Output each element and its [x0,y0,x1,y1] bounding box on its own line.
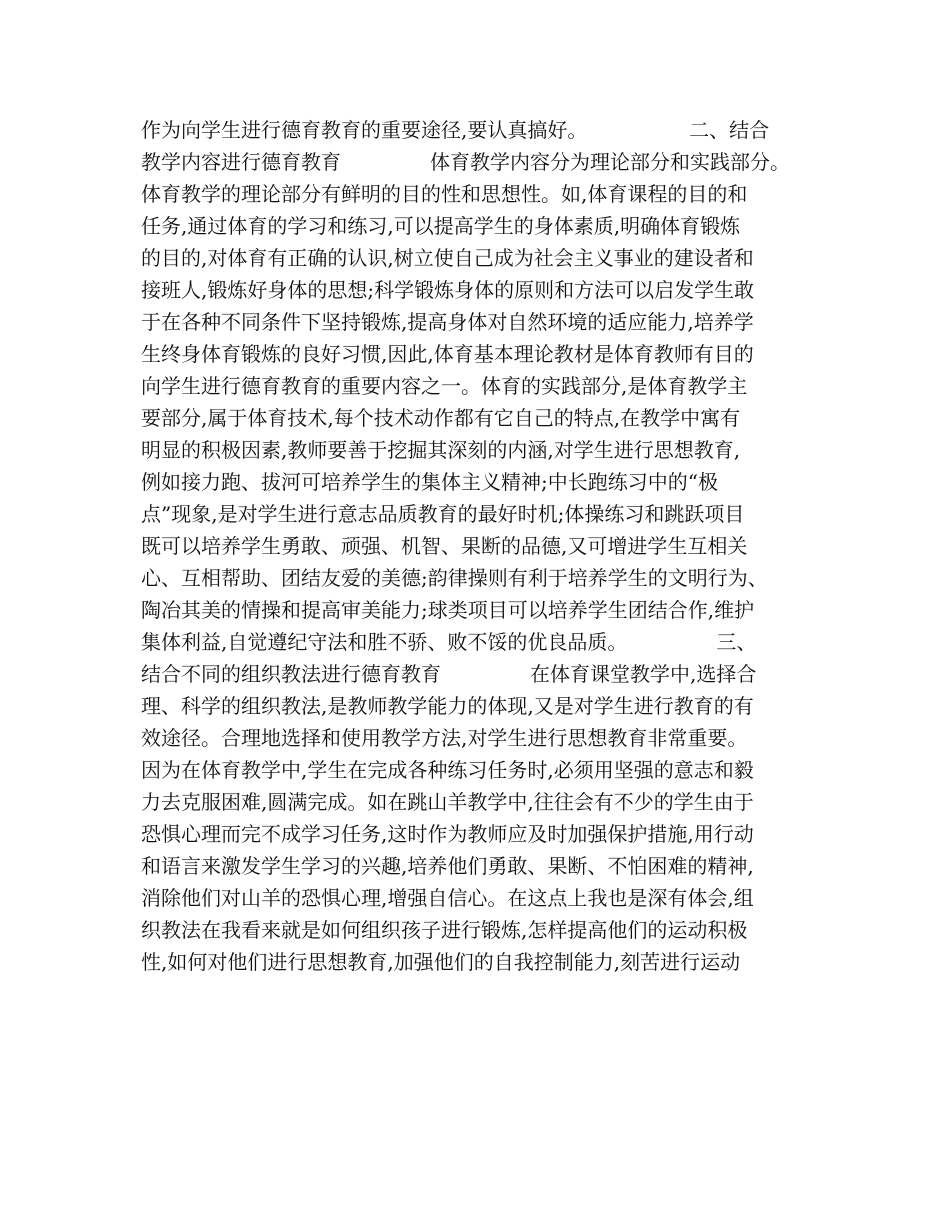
text-line: 心、互相帮助、团结友爱的美德;韵律操则有利于培养学生的文明行为、 [141,566,768,590]
text-line: 明显的积极因素,教师要善于挖掘其深刻的内涵,对学生进行思想教育, [141,438,741,462]
text-line: 消除他们对山羊的恐惧心理,增强自信心。在这点上我也是深有体会,组 [141,886,754,910]
text-line: 既可以培养学生勇敢、顽强、机智、果断的品德,又可增进学生互相关 [141,534,748,558]
text-line: 例如接力跑、拔河可培养学生的集体主义精神;中长跑练习中的“极 [141,470,718,494]
text-line: 织教法在我看来就是如何组织孩子进行锻炼,怎样提高他们的运动积极 [141,918,748,942]
text-line: 的目的,对体育有正确的认识,树立使自己成为社会主义事业的建设者和 [141,246,754,270]
text-line: 效途径。合理地选择和使用教学方法,对学生进行思想教育非常重要。 [141,726,748,750]
text-line: 因为在体育教学中,学生在完成各种练习任务时,必须用坚强的意志和毅 [141,758,754,782]
text-line: 教学内容进行德育教育 体育教学内容分为理论部分和实践部分。 [141,150,791,174]
text-line: 理、科学的组织教法,是教师教学能力的体现,又是对学生进行教育的有 [141,694,754,718]
text-line: 要部分,属于体育技术,每个技术动作都有它自己的特点,在教学中寓有 [141,406,741,430]
text-line: 点”现象,是对学生进行意志品质教育的最好时机;体操练习和跳跃项目 [141,502,745,526]
text-line: 结合不同的组织教法进行德育教育 在体育课堂教学中,选择合 [141,662,757,686]
text-line: 性,如何对他们进行思想教育,加强他们的自我控制能力,刻苦进行运动 [141,950,741,974]
text-line: 向学生进行德育教育的重要内容之一。体育的实践部分,是体育教学主 [141,374,748,398]
text-line: 力去克服困难,圆满完成。如在跳山羊教学中,往往会有不少的学生由于 [141,790,754,814]
text-line: 生终身体育锻炼的良好习惯,因此,体育基本理论教材是体育教师有目的 [141,342,754,366]
text-line: 和语言来激发学生学习的兴趣,培养他们勇敢、果断、不怕困难的精神, [141,854,754,878]
text-line: 体育教学的理论部分有鲜明的目的性和思想性。如,体育课程的目的和 [141,182,748,206]
body-text [141,114,821,978]
text-line: 任务,通过体育的学习和练习,可以提高学生的身体素质,明确体育锻炼 [141,214,741,238]
text-line: 集体利益,自觉遵纪守法和胜不骄、败不馁的优良品质。 三、 [141,630,757,654]
text-line: 作为向学生进行德育教育的重要途径,要认真搞好。 二、结合 [141,118,770,142]
text-line: 于在各种不同条件下坚持锻炼,提高身体对自然环境的适应能力,培养学 [141,310,754,334]
text-line: 陶冶其美的情操和提高审美能力;球类项目可以培养学生团结合作,维护 [141,598,755,622]
text-line: 恐惧心理而完不成学习任务,这时作为教师应及时加强保护措施,用行动 [141,822,754,846]
text-line: 接班人,锻炼好身体的思想;科学锻炼身体的原则和方法可以启发学生敢 [141,278,755,302]
